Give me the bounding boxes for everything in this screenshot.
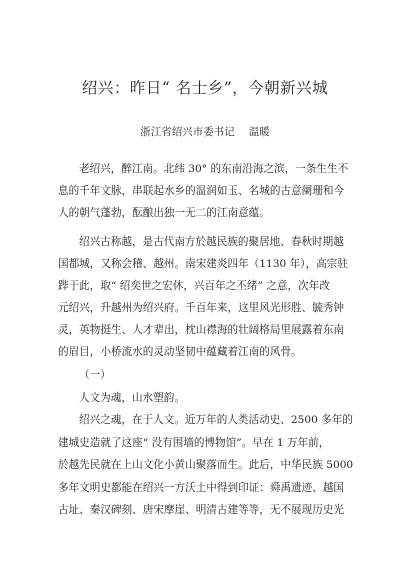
paragraph-line: 跸于此，取“ 绍奕世之宏休，兴百年之丕绪” 之意，次年改 xyxy=(58,280,330,292)
paragraph-line: 老绍兴，醉江南。北纬 30° 的东南沿海之滨，一条生生不 xyxy=(79,163,349,175)
paragraph-line: 息的千年文脉，串联起水乡的温润如玉、名城的古意阑珊和今 xyxy=(58,185,345,197)
paragraph-line: 人的朝气蓬勃，酝酿出独一无二的江南意蕴。 xyxy=(58,207,270,219)
author-role: 浙江省绍兴市委书记 xyxy=(140,126,235,138)
paragraph-line: 多年文明史都能在绍兴一方沃土中得到印证：舜禹遗迹、越国 xyxy=(58,482,345,494)
paragraph-line: 古址、秦汉碑刻、唐宋摩崖、明清古建等等，无不展现历史光 xyxy=(58,504,345,516)
paragraph-line: 於越先民就在上山文化小黄山聚落而生。此后，中华民族 5000 xyxy=(58,459,354,471)
paragraph-line: 绍兴之魂，在于人文。近万年的人类活动史、2500 多年的 xyxy=(79,414,353,426)
paragraph-line: 的眉目，小桥流水的灵动坚韧中蕴藏着江南的风骨。 xyxy=(58,346,302,358)
paragraph-line: 灵，英物挺生、人才辈出，枕山襟海的壮阔格局里展露着东南 xyxy=(58,324,345,336)
author-name: 温暖 xyxy=(248,126,270,138)
article-title: 绍兴：昨日“ 名士乡”，今朝新兴城 xyxy=(81,79,329,97)
section-number: （一） xyxy=(79,369,111,381)
paragraph-line: 国都城，又称会稽、越州。南宋建炎四年（1130 年），高宗驻 xyxy=(58,258,348,270)
paragraph-line: 建城史造就了这座“ 没有围墙的博物馆”。早在 1 万年前， xyxy=(58,437,330,449)
author-byline xyxy=(0,124,410,139)
paragraph-line: 绍兴古称越，是古代南方於越民族的聚居地、春秋时期越 xyxy=(79,236,344,248)
paragraph-line: 元绍兴，升越州为绍兴府。千百年来，这里风光形胜、毓秀钟 xyxy=(58,302,345,314)
section-heading: 人文为魂，山水塑韵。 xyxy=(79,392,185,404)
